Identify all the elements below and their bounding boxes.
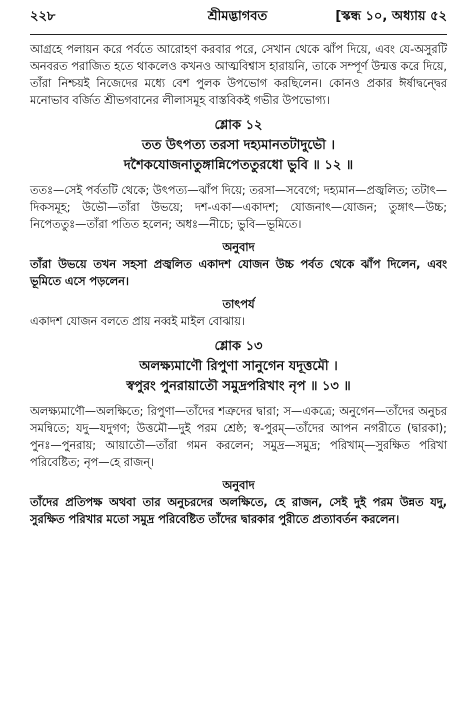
book-title: শ্রীমদ্ভাগবত (207, 9, 268, 24)
page-header (30, 8, 447, 35)
verse-12 (30, 117, 447, 330)
purport: একাদশ যোজন বলতে প্রায় নব্বই মাইল বোঝায়। (30, 315, 245, 328)
purport-label: তাৎপর্য (222, 298, 255, 311)
synonyms: অলক্ষ্যমাণৌ—অলক্ষিতে; রিপুণা—তাঁদের শত্রুদের দ্বারা; স—একত্রে; অনুগেন—তাঁদের অনুচর সমন্বিতে; যদু—যদুগণ; উত্তমৌ—দুই পরম শ্রেষ্ঠ; স্ব-পুরম্—তাঁদের আপন নগরীতে (দ্বারকা); পুনঃ—পুনরায়; আয়াতৌ—তাঁরা গমন করলেন; সমুদ্র—সমুদ্র; পরিখাম্—সুরক্ষিত পরিখা পরিবেষ্টিত; নৃপ—হে রাজন্। (30, 405, 447, 469)
translation: তাঁদের প্রতিপক্ষ অথবা তার অনুচরদের অলক্ষিতে, হে রাজন, সেই দুই পরম উন্নত যদু, সুরক্ষিত পরিখার মতো সমুদ্র পরিবেষ্টিত তাঁদের দ্বারকার পুরীতে প্রত্যাবর্তন করলেন। (30, 496, 447, 526)
verse-line: তত উৎপত্য তরসা দহ্যমানতটাদুভৌ । (141, 138, 336, 153)
verse-line: স্বপুরং পুনরায়াতৌ সমুদ্রপরিখাং নৃপ ॥ ১৩ ॥ (126, 379, 351, 394)
synonyms: ততঃ—সেই পর্বতটি থেকে; উৎপত্য—ঝাঁপ দিয়ে; তরসা—সবেগে; দহ্যমান—প্রজ্বলিত; তটাৎ—দিকসমূহ; উভৌ—তাঁরা উভয়ে; দশ-একা—একাদশ; যোজনাৎ—যোজন; তুঙ্গাৎ—উচ্চ; নিপেততুঃ—তাঁরা পতিত হলেন; অধঃ—নীচে; ভুবি—ভূমিতে। (30, 184, 447, 231)
verse-heading: শ্লোক ১২ (214, 118, 263, 133)
verse-13 (30, 338, 447, 528)
page-number: ২২৮ (30, 9, 56, 24)
section-reference: [স্কন্ধ ১০, অধ্যায় ৫২ (335, 9, 447, 24)
verse-heading: শ্লোক ১৩ (214, 339, 263, 354)
verse-line: দশৈকযোজনাতুঙ্গান্নিপেততুরধো ভুবি ॥ ১২ ॥ (123, 158, 354, 173)
translation: তাঁরা উভয়ে তখন সহসা প্রজ্বলিত একাদশ যোজন উচ্চ পর্বত থেকে ঝাঁপ দিলেন, এবং ভূমিতে এসে পড়লেন। (30, 258, 447, 288)
verse-line: অলক্ষ্যমাণৌ রিপুণা সানুগেন যদূত্তমৌ । (139, 359, 338, 374)
translation-label: অনুবাদ (222, 479, 255, 492)
intro-paragraph: আগ্রহে পলায়ন করে পর্বতে আরোহণ করবার পরে, সেখান থেকে ঝাঁপ দিয়ে, এবং যে-অসুরটি অনবরত পরাজিত হতে থাকলেও কখনও আত্মবিশ্বাস হারায়নি, তাকে সম্পূর্ণ উন্মত্ত করে দিয়ে, তাঁরা নিশ্চয়ই নিজেদের মধ্যে বেশ পুলক উপভোগ করছিলেন। কোনও প্রকার ঈর্ষাদ্বন্দ্বের মনোভাব বর্জিত শ্রীভগবানের লীলাসমূহ বাস্তবিকই গভীর উপভোগ্য। (30, 43, 447, 107)
translation-label: অনুবাদ (222, 241, 255, 254)
